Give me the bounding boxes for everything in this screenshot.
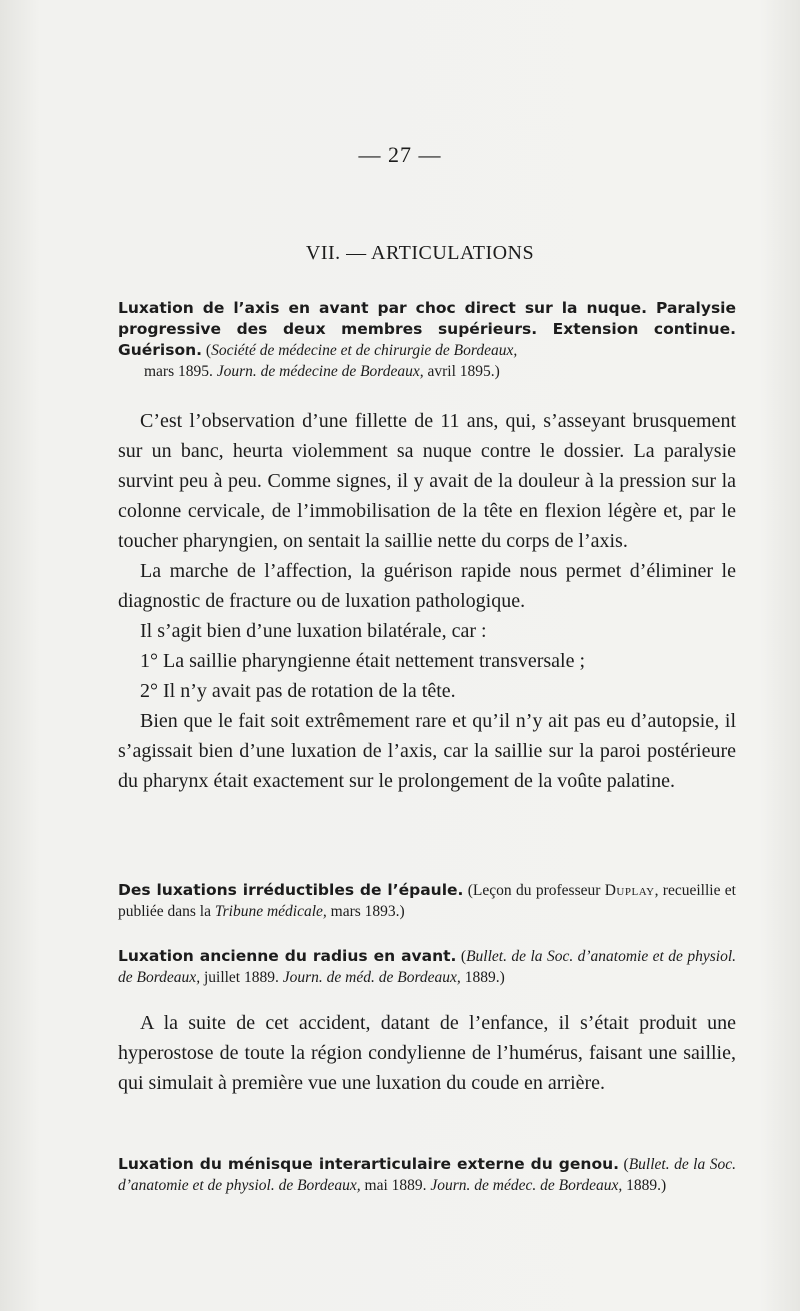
bibliography-entry	[118, 880, 736, 922]
paragraph: A la suite de cet accident, datant de l’enfance, il s’était produit une hyperostose de toute la région condylienne de l’humérus, faisant une saillie, qui simulait à première vue une luxation du coude en arrière.	[118, 1012, 736, 1094]
entry-heading: Luxation ancienne du radius en avant.	[118, 947, 457, 965]
paragraph: C’est l’observation d’une fillette de 11 ans, qui, s’asseyant brusquement sur un banc, heurta violemment sa nuque contre le dossier. La paralysie survint peu à peu. Comme signes, il y avait de la douleur à la pression sur la colonne cervicale, de l’immobilisation de la tête en flexion légère et, par le toucher pharyngien, on sentait la saillie nette du corps de l’axis.	[118, 410, 736, 552]
bibliography-entry	[118, 298, 736, 382]
paragraph: La marche de l’affection, la guérison rapide nous permet d’éliminer le diagnostic de fracture ou de luxation pathologique.	[118, 560, 736, 612]
section-title: VII. — ARTICULATIONS	[305, 242, 535, 264]
entry-heading: Des luxations irréductibles de l’épaule.	[118, 881, 464, 899]
entry-reference: (Leçon du professeur Duplay, recueillie et publiée dans la Tribune médicale, mars 1893.)	[118, 882, 736, 920]
list-item: 2° Il n’y avait pas de rotation de la tête.	[140, 680, 456, 702]
paragraph: Il s’agit bien d’une luxation bilatérale, car :	[140, 620, 487, 642]
paragraph: Bien que le fait soit extrêmement rare et qu’il n’y ait pas eu d’autopsie, il s’agissait bien d’une luxation de l’axis, car la saillie sur la paroi postérieure du pharynx était exactement sur le prolongement de la voûte palatine.	[118, 710, 736, 792]
entry-heading: Luxation du ménisque interarticulaire externe du genou.	[118, 1155, 620, 1173]
entry-reference: (Société de médecine et de chirurgie de Bordeaux, mars 1895. Journ. de médecine de Bordeaux, avril 1895.)	[144, 342, 518, 380]
entry-reference: (Bullet. de la Soc. d’anatomie et de physiol. de Bordeaux, mai 1889. Journ. de médec. de Bordeaux, 1889.)	[118, 1156, 736, 1194]
entry-heading: Luxation de l’axis en avant par choc direct sur la nuque. Paralysie progressive des deux membres supérieurs. Extension continue. Guérison.	[118, 299, 736, 359]
bibliography-entry	[118, 946, 736, 988]
list-item: 1° La saillie pharyngienne était nettement transversale ;	[140, 650, 586, 672]
bibliography-entry	[118, 1154, 736, 1196]
entry-reference: (Bullet. de la Soc. d’anatomie et de physiol. de Bordeaux, juillet 1889. Journ. de méd. de Bordeaux, 1889.)	[118, 948, 736, 986]
body-text-section-1	[118, 406, 736, 796]
page-number: — 27 —	[358, 142, 442, 167]
body-text-section-2	[118, 1008, 736, 1098]
